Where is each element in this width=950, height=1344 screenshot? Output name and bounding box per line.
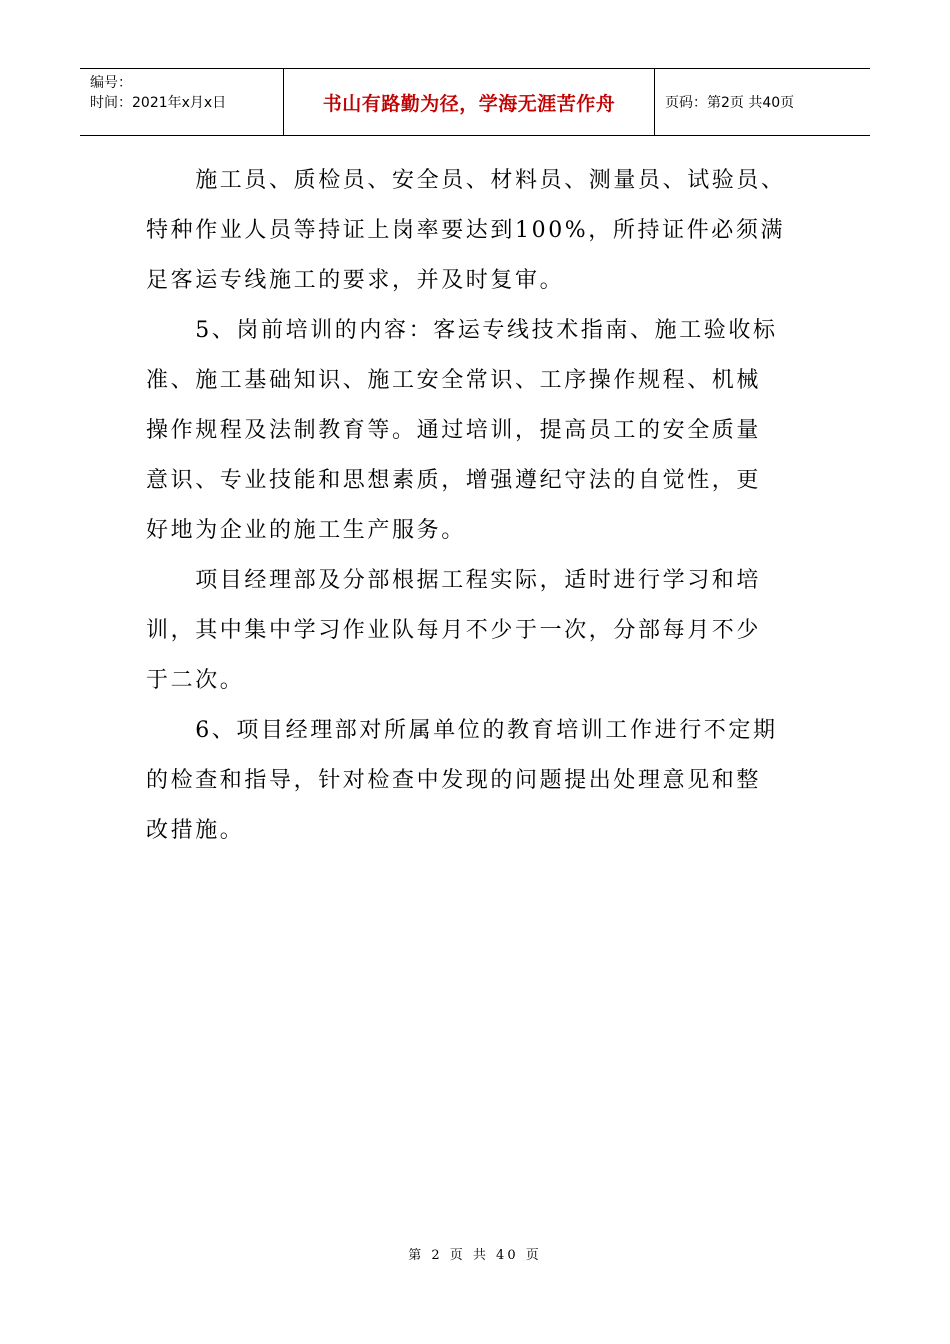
body-line: 好地为企业的施工生产服务。 [146, 518, 466, 543]
page-footer: 第 2 页 共 40 页 [408, 1248, 542, 1263]
body-line: 项目经理部及分部根据工程实际，适时进行学习和培 [146, 568, 762, 593]
body-line: 6、项目经理部对所属单位的教育培训工作进行不定期 [146, 718, 778, 743]
body-line: 特种作业人员等持证上岗率要达到100%，所持证件必须满 [146, 218, 786, 243]
document-body [146, 156, 808, 856]
header-meta [80, 69, 283, 135]
header-page-info: 页码：第2页 共40页 [665, 95, 795, 111]
page-header [80, 68, 870, 136]
body-line: 于二次。 [146, 668, 245, 693]
header-motto: 书山有路勤为径，学海无涯苦作舟 [283, 69, 655, 135]
body-line: 操作规程及法制教育等。通过培训，提高员工的安全质量 [146, 418, 762, 443]
body-line: 5、岗前培训的内容：客运专线技术指南、施工验收标 [146, 318, 778, 343]
body-line: 准、施工基础知识、施工安全常识、工序操作规程、机械 [146, 368, 762, 393]
body-line: 的检查和指导，针对检查中发现的问题提出处理意见和整 [146, 768, 762, 793]
document-number-label: 编号： [90, 75, 132, 91]
body-line: 改措施。 [146, 818, 245, 843]
document-time-label: 时间：2021年x月x日 [90, 95, 227, 111]
body-line: 意识、专业技能和思想素质，增强遵纪守法的自觉性，更 [146, 468, 762, 493]
body-line: 足客运专线施工的要求，并及时复审。 [146, 268, 565, 293]
body-line: 施工员、质检员、安全员、材料员、测量员、试验员、 [146, 168, 786, 193]
body-line: 训，其中集中学习作业队每月不少于一次，分部每月不少 [146, 618, 762, 643]
